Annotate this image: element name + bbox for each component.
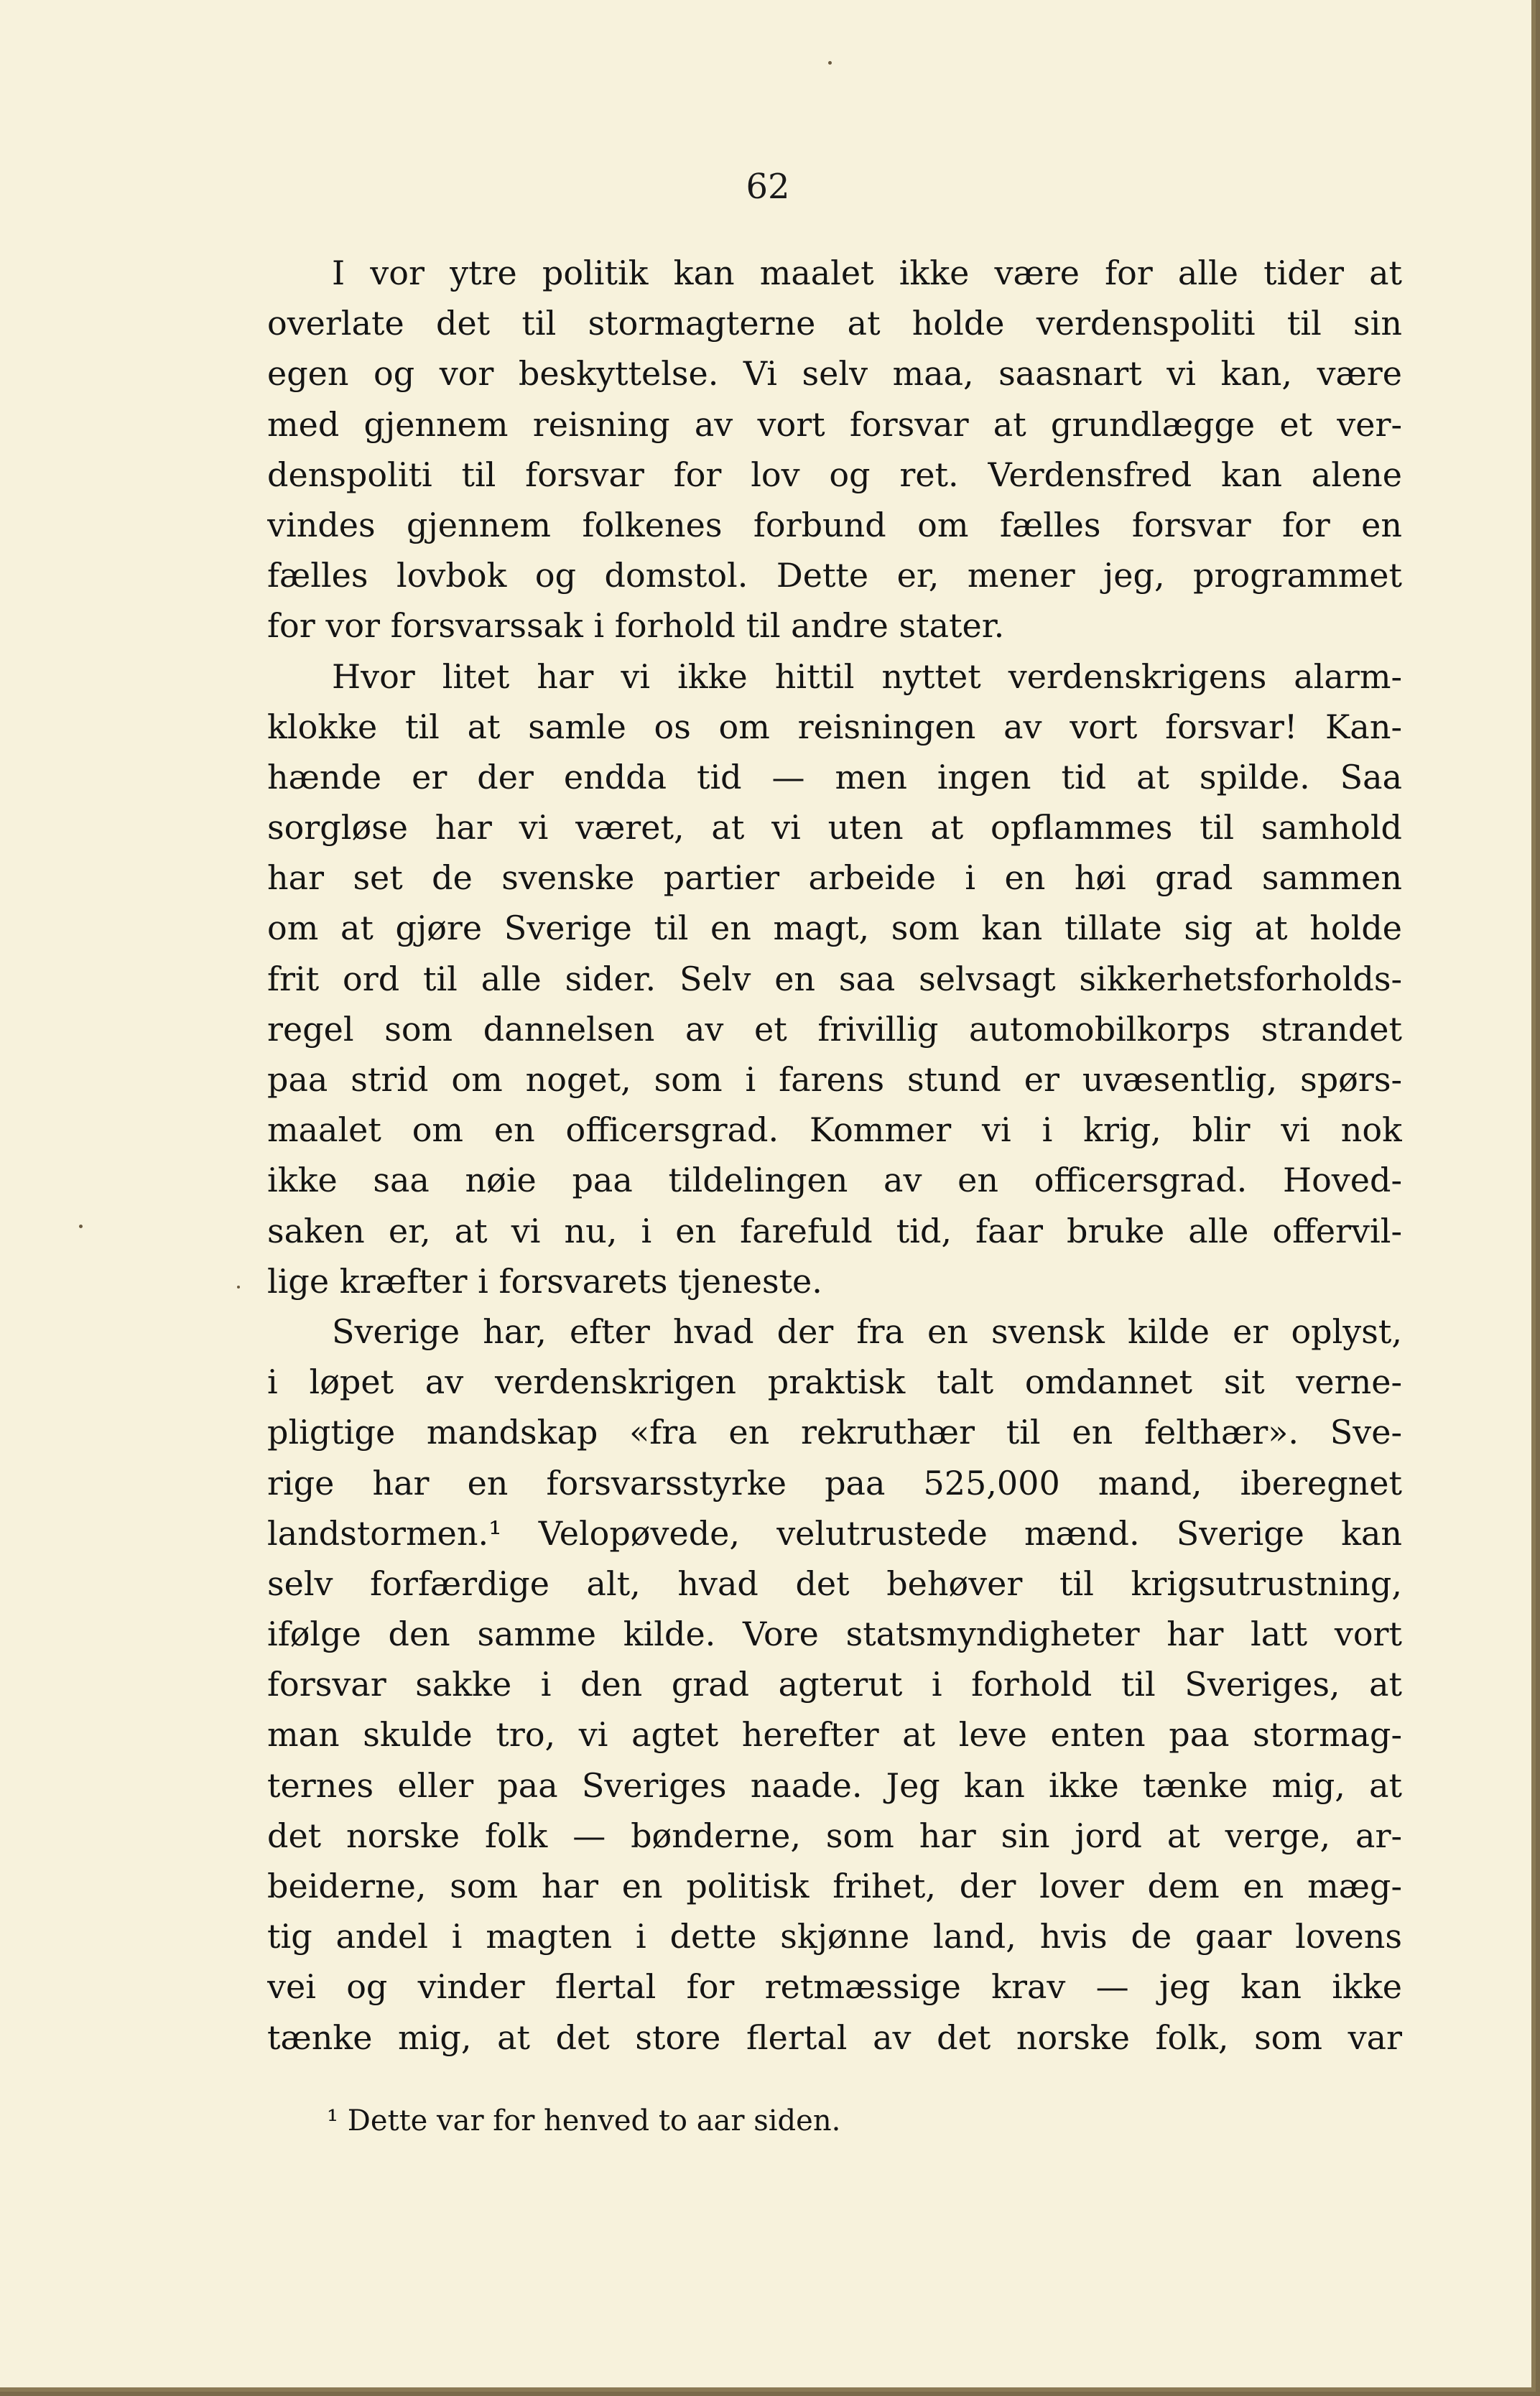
- text-line: selv forfærdige alt, hvad det behøver til krigsutrustning,: [267, 1564, 1402, 1603]
- page-number: 62: [746, 167, 790, 207]
- paper-speck: [79, 1225, 83, 1228]
- text-line: har set de svenske partier arbeide i en høi grad sammen: [267, 858, 1402, 898]
- text-line: ikke saa nøie paa tildelingen av en officersgrad. Hoved-: [267, 1161, 1402, 1200]
- text-line: vei og vinder flertal for retmæssige krav — jeg kan ikke: [267, 1967, 1402, 2007]
- text-line: overlate det til stormagterne at holde verdenspoliti til sin: [267, 304, 1402, 343]
- text-line: rige har en forsvarsstyrke paa 525,000 mand, iberegnet: [267, 1463, 1402, 1503]
- text-line: lige kræfter i forsvarets tjeneste.: [267, 1261, 822, 1301]
- text-line: i løpet av verdenskrigen praktisk talt omdannet sit verne-: [267, 1362, 1402, 1402]
- text-line: denspoliti til forsvar for lov og ret. Verdensfred kan alene: [267, 455, 1402, 494]
- paper-speck: [828, 61, 832, 65]
- text-line: regel som dannelsen av et frivillig automobilkorps strandet: [267, 1009, 1402, 1049]
- text-line: Sverige har, efter hvad der fra en svensk kilde er oplyst,: [332, 1311, 1402, 1351]
- text-line: pligtige mandskap «fra en rekruthær til en felthær». Sve-: [267, 1413, 1402, 1452]
- text-line: landstormen.¹ Velopøvede, velutrustede mænd. Sverige kan: [267, 1513, 1402, 1553]
- text-line: egen og vor beskyttelse. Vi selv maa, saasnart vi kan, være: [267, 354, 1402, 394]
- text-line: hænde er der endda tid — men ingen tid at spilde. Saa: [267, 757, 1402, 797]
- text-line: ifølge den samme kilde. Vore statsmyndigheter har latt vort: [267, 1615, 1402, 1654]
- text-line: frit ord til alle sider. Selv en saa selvsagt sikkerhetsforholds-: [267, 959, 1402, 998]
- text-line: klokke til at samle os om reisningen av vort forsvar! Kan-: [267, 707, 1402, 746]
- text-line: tig andel i magten i dette skjønne land, hvis de gaar lovens: [267, 1917, 1402, 1956]
- body-text: [267, 248, 1402, 2063]
- text-line: maalet om en officersgrad. Kommer vi i krig, blir vi nok: [267, 1110, 1402, 1150]
- text-line: vindes gjennem folkenes forbund om fælles forsvar for en: [267, 505, 1402, 544]
- footnote: ¹ Dette var for henved to aar siden.: [327, 2104, 841, 2137]
- text-line: med gjennem reisning av vort forsvar at grundlægge et ver-: [267, 404, 1402, 444]
- text-line: for vor forsvarssak i forhold til andre stater.: [267, 606, 1005, 646]
- text-line: man skulde tro, vi agtet herefter at leve enten paa stormag-: [267, 1715, 1402, 1755]
- text-line: fælles lovbok og domstol. Dette er, mener jeg, programmet: [267, 556, 1402, 595]
- text-line: Hvor litet har vi ikke hittil nyttet verdenskrigens alarm-: [332, 656, 1402, 696]
- text-line: om at gjøre Sverige til en magt, som kan tillate sig at holde: [267, 909, 1402, 948]
- text-line: ternes eller paa Sveriges naade. Jeg kan ikke tænke mig, at: [267, 1765, 1402, 1805]
- text-line: forsvar sakke i den grad agterut i forhold til Sveriges, at: [267, 1665, 1402, 1704]
- text-line: paa strid om noget, som i farens stund er uvæsentlig, spørs-: [267, 1060, 1402, 1099]
- text-line: tænke mig, at det store flertal av det norske folk, som var: [267, 2017, 1402, 2057]
- text-line: beiderne, som har en politisk frihet, der lover dem en mæg-: [267, 1867, 1402, 1905]
- text-line: I vor ytre politik kan maalet ikke være for alle tider at: [332, 254, 1402, 292]
- text-line: saken er, at vi nu, i en farefuld tid, faar bruke alle offervil-: [267, 1211, 1402, 1250]
- text-line: det norske folk — bønderne, som har sin jord at verge, ar-: [267, 1816, 1402, 1855]
- text-line: sorgløse har vi været, at vi uten at opflammes til samhold: [267, 808, 1402, 848]
- paper-speck: [237, 1286, 240, 1288]
